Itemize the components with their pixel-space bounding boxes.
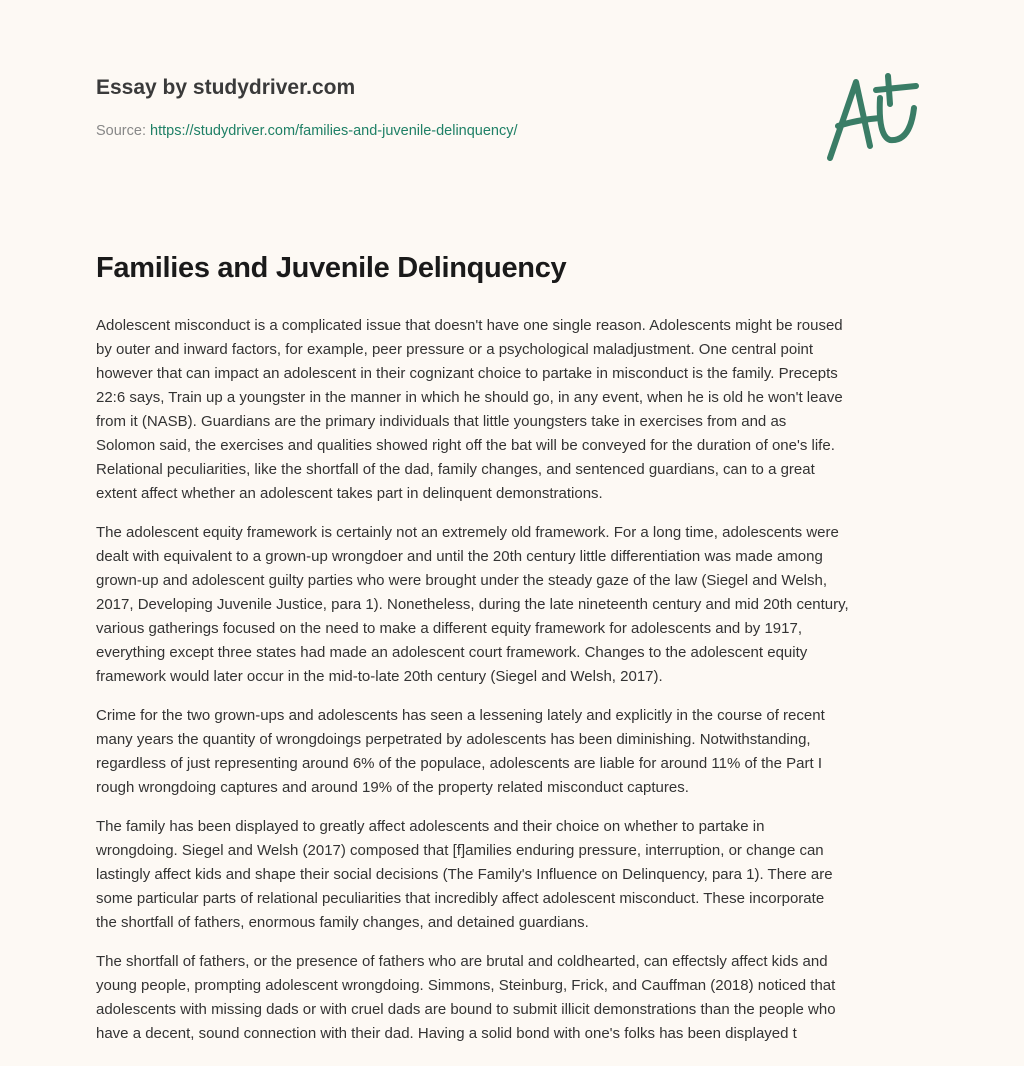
paragraph-line: by outer and inward factors, for example, peer pressure or a psychological maladjustment. One central point xyxy=(96,341,814,358)
paragraph-line: wrongdoing. Siegel and Welsh (2017) composed that [f]amilies enduring pressure, interruption, or change can xyxy=(96,842,824,859)
paragraph-line: The shortfall of fathers, or the presence of fathers who are brutal and coldhearted, can effectsly affect kids and xyxy=(96,953,828,970)
paragraph-line: various gatherings focused on the need to make a different equity framework for adolescents and by 1917, xyxy=(96,620,802,637)
essay-paragraph xyxy=(96,950,946,1046)
source-link[interactable]: https://studydriver.com/families-and-juvenile-delinquency/ xyxy=(150,123,518,139)
paragraph-line: The family has been displayed to greatly affect adolescents and their choice on whether to partake in xyxy=(96,818,765,835)
paragraph-line: from it (NASB). Guardians are the primary individuals that little youngsters take in exercises from and as xyxy=(96,413,787,430)
paragraph-line: framework would later occur in the mid-to-late 20th century (Siegel and Welsh, 2017). xyxy=(96,668,663,685)
paragraph-line: regardless of just representing around 6% of the populace, adolescents are liable for around 11% of the Part I xyxy=(96,755,823,772)
paragraph-line: lastingly affect kids and shape their social decisions (The Family's Influence on Delinquency, para 1). There are xyxy=(96,866,833,883)
paragraph-line: have a decent, sound connection with their dad. Having a solid bond with one's folks has been displayed t xyxy=(96,1025,797,1042)
brand-title: Essay by studydriver.com xyxy=(96,76,356,99)
source-label: Source: xyxy=(96,123,146,139)
paragraph-line: dealt with equivalent to a grown-up wrongdoer and until the 20th century little differentiation was made among xyxy=(96,548,823,565)
paragraph-line: extent affect whether an adolescent takes part in delinquent demonstrations. xyxy=(96,485,603,502)
essay-paragraph xyxy=(96,521,946,689)
a-plus-logo-icon xyxy=(818,68,928,168)
paragraph-line: everything except three states had made an adolescent court framework. Changes to the adolescent equity xyxy=(96,644,808,661)
essay-body xyxy=(96,314,946,1061)
paragraph-line: rough wrongdoing captures and around 19% of the property related misconduct captures. xyxy=(96,779,689,796)
paragraph-line: grown-up and adolescent guilty parties who were brought under the steady gaze of the law (Siegel and Welsh, xyxy=(96,572,828,589)
paragraph-line: adolescents with missing dads or with cruel dads are bound to submit illicit demonstrations than the people who xyxy=(96,1001,836,1018)
paragraph-line: Solomon said, the exercises and qualities showed right off the bat will be conveyed for the duration of one's life. xyxy=(96,437,835,454)
paragraph-line: many years the quantity of wrongdoings perpetrated by adolescents has been diminishing. Notwithstanding, xyxy=(96,731,811,748)
paragraph-line: 22:6 says, Train up a youngster in the manner in which he should go, in any event, when he is old he won't leave xyxy=(96,389,843,406)
paragraph-line: Adolescent misconduct is a complicated issue that doesn't have one single reason. Adolescents might be roused xyxy=(96,317,843,334)
paragraph-line: however that can impact an adolescent in their cognizant choice to partake in misconduct is the family. Precepts xyxy=(96,365,838,382)
paragraph-line: 2017, Developing Juvenile Justice, para 1). Nonetheless, during the late nineteenth century and mid 20th century, xyxy=(96,596,849,613)
essay-paragraph xyxy=(96,815,946,935)
paragraph-line: Crime for the two grown-ups and adolescents has seen a lessening lately and explicitly in the course of recent xyxy=(96,707,825,724)
source-line xyxy=(96,123,518,139)
paragraph-line: some particular parts of relational peculiarities that incredibly affect adolescent misconduct. These incorporate xyxy=(96,890,825,907)
paragraph-line: Relational peculiarities, like the shortfall of the dad, family changes, and sentenced guardians, can to a great xyxy=(96,461,815,478)
paragraph-line: The adolescent equity framework is certainly not an extremely old framework. For a long time, adolescents were xyxy=(96,524,839,541)
paragraph-line: young people, prompting adolescent wrongdoing. Simmons, Steinburg, Frick, and Cauffman (2018) noticed that xyxy=(96,977,836,994)
essay-paragraph xyxy=(96,704,946,800)
paragraph-line: the shortfall of fathers, enormous family changes, and detained guardians. xyxy=(96,914,589,931)
essay-paragraph xyxy=(96,314,946,506)
essay-title: Families and Juvenile Delinquency xyxy=(96,252,567,284)
